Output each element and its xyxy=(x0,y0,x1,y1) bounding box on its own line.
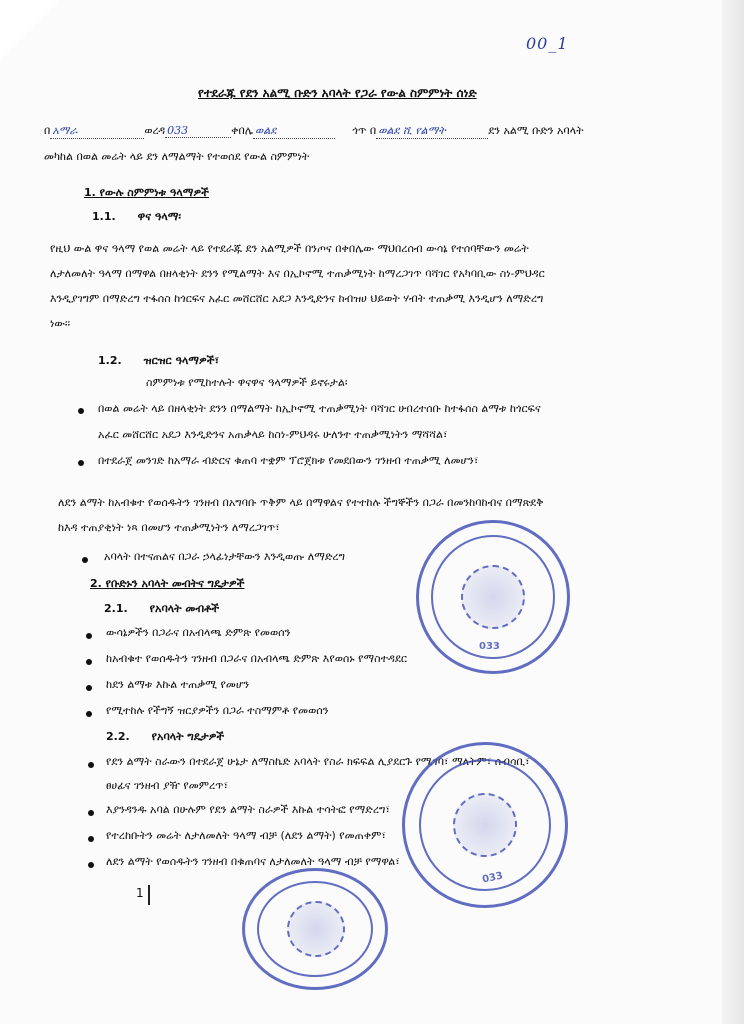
subsection-1-1-number: 1.1. xyxy=(92,210,116,223)
duty-item: የደን ልማት ስራውን በተደራጀ ሁኔታ ለማስኬድ አባላት የስራ ክፍፍል ሊያደርጉ የሚገባ፣ ማለትም፣ ሰብሳቢ፣ xyxy=(106,755,530,768)
detailed-objective-item: በተደራጀ መንገድ ከአማራ ብድርና ቁጠባ ተቋም ፕሮጀክቱ የመደበውን ገንዘብ ተጠቃሚ ለመሆን፣ xyxy=(98,454,479,467)
subsection-1-2-title: ዝርዝር ዓላማዎች፣ xyxy=(143,354,219,367)
intro-suffix: ደን አልሚ ቡድን አባላት xyxy=(488,124,584,137)
duty-item: ፀሀፊና ገንዘብ ያዥ የመምረጥ፣ xyxy=(106,779,229,792)
section-2-heading-text: 2. የቡድኑን አባላት መብትና ግዴታዎች xyxy=(90,577,245,590)
loan-line: ለደን ልማት ከአብቁተ የወሰዱትን ገንዘብ በአግባቡ ጥቅም ላይ በማዋልና የተተከሉ ችግኞችን በጋራ በመንከባከብና በማጽደቅ xyxy=(58,496,544,509)
objective-line: እንዲያገግም በማድረግ ተፋሰስ ከጎርፍና አፈር መሸርሸር አደጋ እንዲድንና ከብዝሀ ህይወት ሃብት ተጠቃሚ እንዲሆን ለማድረግ xyxy=(50,292,544,305)
seal-code: 033 xyxy=(479,641,500,652)
footer-page-number: 1 xyxy=(136,886,144,900)
bullet-dot xyxy=(82,557,88,563)
right-item: ከአብቁተ የወሰዱትን ገንዘብ በጋራና በአብላጫ ድምጽ እየወሰኑ የማስተዳደር xyxy=(106,652,407,665)
section-2-heading xyxy=(90,577,244,591)
woreda-label: ወረዳ xyxy=(144,124,166,137)
bullet-dot xyxy=(86,633,92,639)
folded-corner xyxy=(0,0,60,60)
got-label: ጎጥ በ xyxy=(352,124,377,137)
kebele-field: ወልደ xyxy=(253,124,335,139)
bullet-dot xyxy=(86,711,92,717)
seal-emblem xyxy=(461,565,525,629)
intro-line-1 xyxy=(44,124,584,139)
subsection-1-2-number: 1.2. xyxy=(98,354,122,367)
region-field: አማራ xyxy=(50,124,144,139)
bullet-dot xyxy=(88,762,94,768)
subsection-1-1-title: ዋና ዓላማ፡ xyxy=(137,210,181,223)
bullet-dot xyxy=(88,836,94,842)
objective-line: ነው፡፡ xyxy=(50,317,71,330)
right-item: የሚተከሉ የችግኝ ዝርያዎችን በጋራ ተስማምቶ የመወሰን xyxy=(106,704,329,717)
got-field: ወልደ ሺ የልማት xyxy=(376,124,488,139)
detailed-objective-item: በወል መሬት ላይ በዘላቂነት ደንን በማልማት ከኢኮኖሚ ተጠቃሚነት ባሻገር ሁበረተሰቡ ከተፋሰስ ልማቱ ከጎርፍና xyxy=(98,402,541,415)
bullet-dot xyxy=(88,862,94,868)
subsection-2-1-number: 2.1. xyxy=(104,602,128,615)
subsection-2-2-number: 2.2. xyxy=(106,730,130,743)
intro-line-2: መካከል በወል መሬት ላይ ደን ለማልማት የተወሰደ የውል ስምምነት xyxy=(44,150,310,163)
responsibility-item: አባላት በተናጠልና በጋራ ኃላፊነታቸውን እንዲወጡ ለማድረግ xyxy=(104,550,345,563)
bullet-dot xyxy=(88,810,94,816)
right-item: ከደን ልማቱ እኩል ተጠቃሚ የመሆን xyxy=(106,678,250,691)
objective-line: ለታለመለት ዓላማ በማዋል በዘላቂነት ደንን የሚልማት እና በኢኮኖሚ ተጠቃሚነት ከማረጋገጥ ባሻገር የአካባቢው ስነ-ምህዳር xyxy=(50,267,545,280)
section-1-heading-text: 1. የውሉ ስምምነቱ ዓላማዎች xyxy=(84,186,209,199)
duty-item: እያንዳንዱ አባል በሁሉም የደን ልማት ስራዎች እኩል ተሳትፎ የማድረግ፣ xyxy=(106,803,390,816)
subsection-2-2-title: የአባላት ግዴታዎች xyxy=(151,730,225,743)
bullet-dot xyxy=(86,659,92,665)
woreda-field: 033 xyxy=(165,124,231,138)
subsection-2-1 xyxy=(104,602,219,616)
detailed-objectives-intro: ስምምነቱ የሚከተሉት ዋናዋና ዓላማዎች ይኖሩታል፡ xyxy=(146,376,348,389)
kebele-label: ቀበሌ xyxy=(231,124,254,137)
bullet-dot xyxy=(78,460,84,466)
subsection-1-1 xyxy=(92,210,181,224)
subsection-2-2 xyxy=(106,730,224,744)
handwritten-page-number: 00_1 xyxy=(526,34,569,53)
official-seal-stamp xyxy=(416,520,570,674)
duty-item: የተረከቡትን መሬት ለታለመለት ዓላማ ብቻ (ለደን ልማት) የመጠቀም፣ xyxy=(106,829,386,842)
bullet-dot xyxy=(78,408,84,414)
right-item: ውሳኔዎችን በጋራና በአብላጫ ድምጽ የመወሰን xyxy=(106,626,291,639)
subsection-2-1-title: የአባላት መብቶች xyxy=(149,602,220,615)
objective-line: የዚህ ውል ዋና ዓላማ የወል መሬት ላይ የተደራጁ ደን አልሚዎች በንጦና በቀበሌው ማህበረሰብ ውሳኔ የተሰባቸውን መሬት xyxy=(50,242,529,255)
detailed-objective-item: አፈር መሸርሸር አደጋ እንዲድንና አጠቃላይ ከስነ-ምህዳሩ ሁለንተ ተጠቃሚነትን ማሻሻል፣ xyxy=(98,428,448,441)
document-title: የተደራጁ የደን አልሚ ቡድን አባላት የጋራ የውል ስምምነት ሰነድ xyxy=(198,86,477,100)
official-seal-stamp xyxy=(242,868,388,990)
loan-line: ከእዳ ተጠያቂነት ነጻ በመሆን ተጠቃሚነትን ለማረጋገጥ፣ xyxy=(58,521,280,534)
section-1-heading xyxy=(84,186,209,200)
seal-code: 033 xyxy=(481,870,504,886)
margin-mark xyxy=(148,885,150,905)
page-edge xyxy=(722,0,744,1024)
bullet-dot xyxy=(86,685,92,691)
subsection-1-2 xyxy=(98,354,219,368)
duty-item: ለደን ልማት የወሰዱትን ገንዘብ በቁጠባና ለታለመለት ዓላማ ብቻ የማዋል፣ xyxy=(106,855,400,868)
intro-prefix: በ xyxy=(44,124,51,137)
seal-emblem xyxy=(287,901,345,957)
objective-paragraph xyxy=(50,236,545,336)
